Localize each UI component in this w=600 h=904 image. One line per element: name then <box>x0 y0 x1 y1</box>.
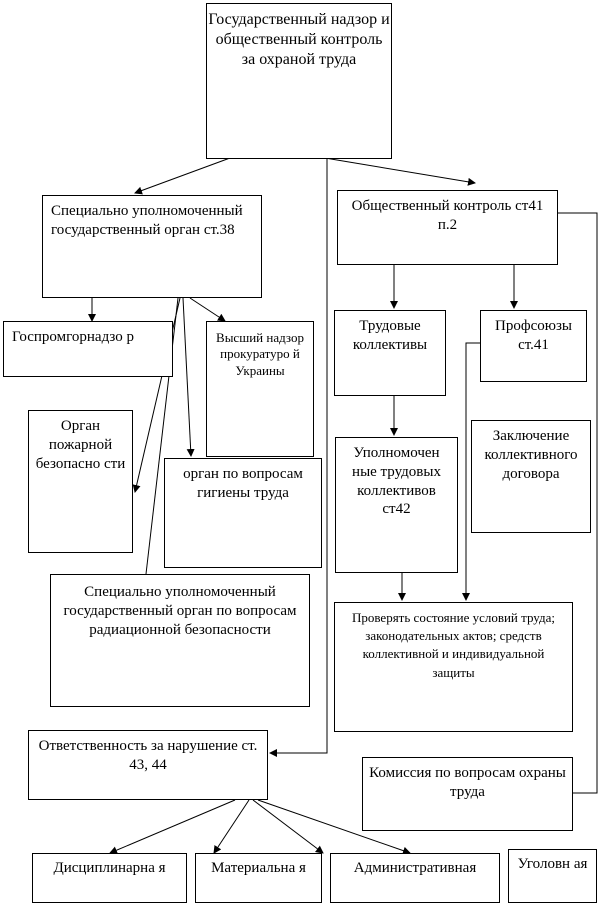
node-authorized-reps <box>335 437 458 573</box>
arrow-to-hygiene <box>183 298 191 456</box>
node-check-conditions <box>334 602 573 732</box>
node-trade-unions-text: Профсоюзы ст.41 <box>495 318 572 353</box>
node-labor-collectives <box>334 310 446 396</box>
node-responsibility <box>28 730 268 800</box>
node-authorized-reps-text: Уполномочен ные трудовых коллективов ст42 <box>352 445 441 518</box>
arrow-to-material <box>214 800 249 853</box>
node-gospromgornadzor-text: Госпромгорнадзо р <box>12 329 134 345</box>
node-prosecutor <box>206 321 314 457</box>
arrow-root-to-public-control <box>325 158 475 183</box>
node-state-organ-text: Специально уполномоченный государственный орган ст.38 <box>51 203 243 238</box>
node-criminal <box>508 849 597 903</box>
node-collective-agreement-text: Заключение коллективного договора <box>484 428 578 482</box>
node-commission-text: Комиссия по вопросам охраны труда <box>369 765 566 800</box>
node-labor-collectives-text: Трудовые коллективы <box>352 318 428 353</box>
node-disciplinary-text: Дисциплинарна я <box>53 860 166 876</box>
node-material <box>195 853 322 903</box>
node-check-conditions-text: Проверять состояние условий труда; законодательных актов; средств коллективной и индивидуальной защиты <box>351 610 555 680</box>
node-public-control <box>337 190 558 265</box>
node-root-text: Государственный надзор и общественный контроль за охраной труда <box>208 11 390 68</box>
node-gospromgornadzor <box>3 321 173 377</box>
node-disciplinary <box>32 853 187 903</box>
node-state-organ <box>42 195 262 298</box>
node-prosecutor-text: Высший надзор прокуратуро й Украины <box>216 330 304 378</box>
node-public-control-text: Общественный контроль ст41 п.2 <box>351 198 544 233</box>
node-radiation-text: Специально уполномоченный государственный орган по вопросам радиационной безопасности <box>63 584 297 638</box>
node-material-text: Материальна я <box>211 860 306 876</box>
arrow-root-to-state-organ <box>135 158 230 193</box>
node-trade-unions <box>480 310 587 382</box>
arrow-to-prosecutor <box>190 298 225 321</box>
node-collective-agreement <box>471 420 591 533</box>
node-responsibility-text: Ответственность за нарушение ст. 43, 44 <box>38 738 258 773</box>
node-radiation <box>50 574 310 707</box>
arrow-to-disciplinary <box>110 800 235 853</box>
node-root <box>206 3 392 159</box>
arrow-to-material-2 <box>253 800 323 853</box>
node-administrative-text: Административная <box>353 860 477 876</box>
node-hygiene-text: орган по вопросам гигиены труда <box>183 466 303 501</box>
node-hygiene <box>164 458 322 568</box>
node-criminal-text: Уголовн ая <box>517 856 588 872</box>
node-fire-safety-text: Орган пожарной безопасно сти <box>35 418 126 472</box>
node-fire-safety <box>28 410 133 553</box>
node-administrative <box>330 853 500 903</box>
node-commission <box>362 757 573 831</box>
